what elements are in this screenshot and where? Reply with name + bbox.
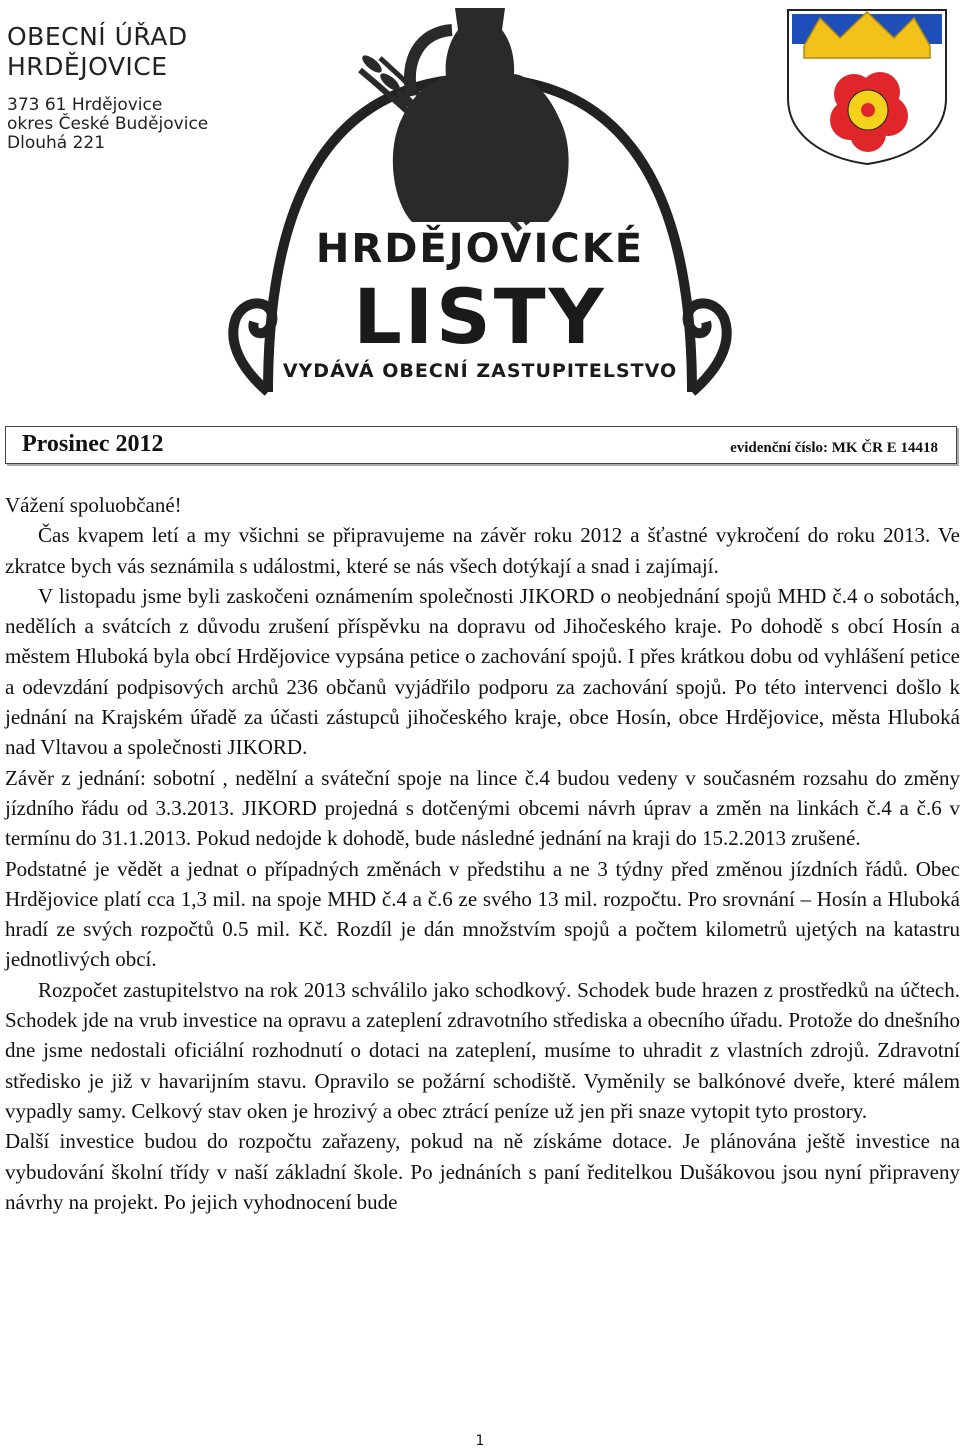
address-line3: Dlouhá 221	[7, 133, 106, 153]
paragraph-3: Závěr z jednání: sobotní , nedělní a sváteční spoje na lince č.4 budou vedeny v současném rozsahu do změny jízdního řádu od 3.3.2013. JIKORD projedná s dotčenými obcemi návrh úprav a změn na linkách č.4 a č.6 v termínu do 31.1.2013. Pokud nedojde k dohodě, bude následné jednání na kraji do 15.2.2013 zrušené.	[5, 765, 960, 851]
newsletter-title-line1: HRDĚJOVICKÉ	[315, 226, 645, 272]
address-line2: okres České Budějovice	[7, 114, 209, 134]
paragraph-1: Čas kvapem letí a my všichni se připravujeme na závěr roku 2012 a šťastné vykročení do roku 2013. Ve zkratce bych vás seznámila s událostmi, které se nás všech dotýkají a snad i zajímají.	[5, 523, 960, 578]
issue-month: Prosinec 2012	[22, 431, 164, 457]
issue-bar	[5, 426, 957, 464]
article-body	[5, 490, 960, 1217]
masthead	[0, 0, 960, 420]
paragraph-6: Další investice budou do rozpočtu zařazeny, pokud na ně získáme dotace. Je plánována ještě investice na vybudování školní třídy v naší základní škole. Po jednáních s paní ředitelkou Dušákovou jsou nyní připraveny návrhy na projekt. Po jejich vyhodnocení bude	[5, 1129, 960, 1214]
office-name-line2: HRDĚJOVICE	[7, 52, 168, 81]
greeting: Vážení spoluobčané!	[5, 493, 182, 517]
newsletter-title-line2: LISTY	[353, 272, 607, 361]
paragraph-5: Rozpočet zastupitelstvo na rok 2013 schválilo jako schodkový. Schodek bude hrazen z prostředků na účtech. Schodek jde na vrub investice na opravu a zateplení zdravotního střediska a obecního úřadu. Protože do dnešního dne jsme nedostali oficiální rozhodnutí o dotaci na zateplení, musíme to uhradit z vlastních zdrojů. Zdravotní středisko je již v havarijním stavu. Opravilo se požární schodiště. Vyměnily se balkónové dveře, které málem vypadly samy. Celkový stav oken je hrozivý a obec ztrácí peníze už jen při snaze vytopit tyto prostory.	[5, 977, 960, 1123]
page-number: 1	[475, 1433, 485, 1449]
paragraph-4: Podstatné je vědět a jednat o případných změnách v předstihu a ne 3 týdny před změnou jízdních řádů. Obec Hrdějovice platí cca 1,3 mil. na spoje MHD č.4 a č.6 ze svého 13 mil. rozpočtu. Pro srovnání – Hosín a Hluboká hradí ze svých rozpočtů 0.5 mil. Kč. Rozdíl je dán množstvím spojů a počtem kilometrů ujetých na katastru jednotlivých obcí.	[5, 856, 960, 972]
coat-of-arms-icon	[784, 6, 950, 166]
address-line1: 373 61 Hrdějovice	[7, 95, 163, 115]
office-name-line1: OBECNÍ ÚŘAD	[7, 22, 188, 51]
newsletter-subtitle: VYDÁVÁ OBECNÍ ZASTUPITELSTVO	[282, 360, 678, 382]
paragraph-2: V listopadu jsme byli zaskočeni oznámením společnosti JIKORD o neobjednání spojů MHD č.4 o sobotách, nedělích a svátcích z důvodu zrušení příspěvku na dopravu od Jihočeského kraje. Po dohodě s obcí Hosín a městem Hluboká byla obcí Hrdějovice vypsána petice o zachování spojů. I přes krátkou dobu od vyhlášení petice a odevzdání podpisových archů 236 občanů vyjádřilo podporu za zachování spojů. Po této intervenci došlo k jednání na Krajském úřadě za účasti zástupců jihočeského kraje, obce Hosín, obce Hrdějovice, města Hluboká nad Vltavou a společnosti JIKORD.	[5, 583, 960, 760]
registration-number: evidenční číslo: MK ČR E 14418	[730, 440, 938, 456]
